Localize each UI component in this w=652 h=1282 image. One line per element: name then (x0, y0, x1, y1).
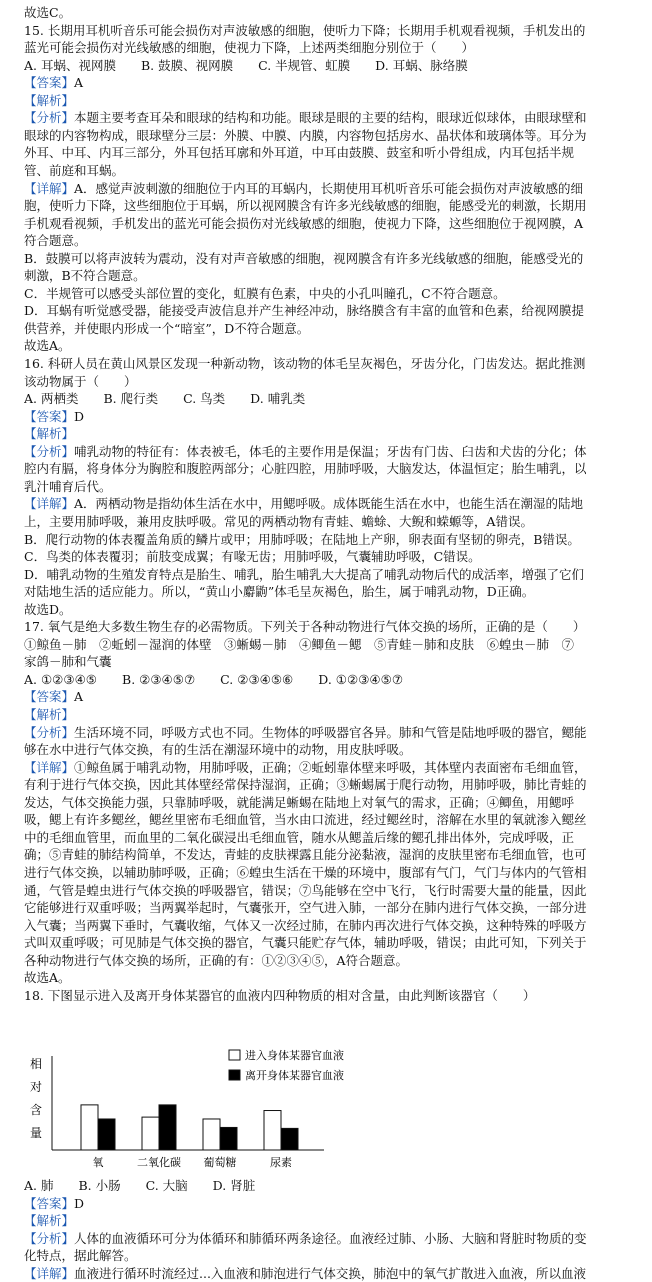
text-line: 故选C。 (24, 5, 72, 20)
text-line: 【详解】血液进行循环时流经过...入血液和肺泡进行气体交换，肺泡中的氧气扩散进入血液，所以血液 (24, 1265, 586, 1281)
x-tick-labels (93, 1155, 293, 1169)
bar-in-1 (142, 1117, 159, 1150)
bar-out-0 (98, 1119, 115, 1150)
legend-label-out: 离开身体某器官血液 (245, 1069, 344, 1082)
text-line: 【答案】D (24, 408, 85, 424)
text-line: 该动物属于（ ） (24, 373, 137, 389)
section-tag: 【详解】 (24, 1265, 75, 1281)
section-tag: 【分析】 (24, 1230, 75, 1246)
section-tag: 【分析】 (24, 443, 75, 459)
text-line (24, 92, 634, 109)
text-line: 腔内有膈，将身体分为胸腔和腹腔两部分；心脏四腔，用肺呼吸，大脑发达，体温恒定；胎生哺乳，以 (24, 461, 587, 477)
text-line: A. 两栖类 B. 爬行类 C. 鸟类 D. 哺乳类 (24, 391, 306, 407)
text-line: B．爬行动物的体表覆盖角质的鳞片或甲；用肺呼吸；在陆地上产卵，卵表面有坚韧的卵壳，B错误。 (24, 531, 580, 547)
section-tag: 【分析】 (24, 110, 75, 126)
x-tick-label: 二氧化碳 (137, 1156, 181, 1169)
text-line: 乳汁哺育后代。 (24, 478, 112, 494)
text-line: C．半规管可以感受头部位置的变化，虹膜有色素，中央的小孔叫瞳孔，C不符合题意。 (24, 285, 506, 301)
text-line: 发达，气体交换能力强，只靠肺呼吸，就能满足蜥蜴在陆地上对氧气的需求，正确；④鲫鱼，用鳃呼 (24, 794, 575, 810)
text-line: 【详解】A．两栖动物是指幼体生活在水中，用鳃呼吸。成体既能生活在水中，也能生活在潮湿的陆地 (24, 496, 584, 512)
text-line: D．哺乳动物的生殖发育特点是胎生、哺乳，胎生哺乳大大提高了哺乳动物后代的成活率，增强了它们 (24, 566, 585, 582)
text-line: 各种动物进行气体交换的场所，正确的有：①②③④⑤，A符合题意。 (24, 952, 409, 968)
bar-out-1 (159, 1105, 176, 1150)
section-tag: 【分析】 (24, 724, 75, 740)
bar-out-3 (281, 1128, 298, 1150)
text-line: 吸，鳃上有许多鳃丝，鳃丝里密布毛细血管，当水由口流进，经过鳃丝时，溶解在水里的氧就渗入鳃丝 (24, 812, 587, 828)
legend-swatch-out (229, 1070, 240, 1080)
text-line: 16. 科研人员在黄山风景区发现一种新动物，该动物的体毛呈灰褐色，牙齿分化，门齿发达。据此推测 (24, 356, 586, 371)
text-line: 供营养，并使眼内形成一个“暗室”，D不符合题意。 (24, 320, 310, 336)
text-line: 15. 长期用耳机听音乐可能会损伤对声波敏感的细胞，使听力下降；长期用手机观看视频，手机发出的 (24, 22, 586, 38)
bars-group (81, 1105, 298, 1150)
text-line: 通，气管是蝗虫进行气体交换的呼吸器官，错误；⑦鸟能够在空中飞行，飞行时需要大量的能量，因此 (24, 882, 587, 898)
text-line: 故选A。 (24, 970, 71, 986)
section-tag: 【答案】 (24, 689, 75, 705)
text-line (24, 425, 634, 442)
text-line: 入气囊；当两翼下垂时，气囊收缩，气体又一次经过肺，在肺内再次进行气体交换，这种特殊的呼吸方 (24, 917, 587, 933)
text-line: 确；⑤青蛙的肺结构简单，不发达，青蛙的皮肤裸露且能分泌黏液，湿润的皮肤里密布毛细血管，也可 (24, 847, 587, 863)
section-tag: 【解析】 (24, 92, 75, 108)
text-line: 故选A。 (24, 338, 71, 354)
text-line: 18. 下图显示进入及离开身体某器官的血液内四种物质的相对含量，由此判断该器官（ ） (24, 987, 536, 1003)
section-tag: 【详解】 (24, 180, 75, 196)
text-line: 够在水中进行气体交换，有的生活在潮湿环境中的动物，用皮肤呼吸。 (24, 742, 412, 758)
text-line: A. 耳蜗、视网膜 B. 鼓膜、视网膜 C. 半规管、虹膜 D. 耳蜗、脉络膜 (24, 57, 468, 73)
text-line: C．鸟类的体表覆羽；前肢变成翼；有喙无齿；用肺呼吸，气囊辅助呼吸，C错误。 (24, 549, 481, 565)
text-line: A. 肺 B. 小肠 C. 大脑 D. 肾脏 (24, 1178, 256, 1193)
text-line: 手机观看视频，手机发出的蓝光可能会损伤对光线敏感的细胞，使视力下降，这些细胞位于视网膜，A (24, 215, 584, 231)
legend-label-in: 进入身体某器官血液 (245, 1049, 344, 1062)
text-line: 上，主要用肺呼吸，兼用皮肤呼吸。常见的两栖动物有青蛙、蟾蜍、大鲵和蝾螈等，A错误。 (24, 513, 534, 529)
section-tag: 【答案】 (24, 1195, 75, 1211)
text-line: 有利于进行气体交换，因此其体壁经常保持湿润，正确；③蜥蜴属于爬行动物，用肺呼吸，肺比青蛙的 (24, 777, 587, 793)
bar-in-0 (81, 1105, 98, 1150)
bar-in-2 (203, 1119, 220, 1150)
legend-swatch-in (229, 1050, 240, 1060)
text-line: 化特点，据此解答。 (24, 1248, 137, 1264)
text-line: 进行气体交换，以辅助肺呼吸，正确；⑥蝗虫生活在干燥的环境中，腹部有气门，气门与体内的气管相 (24, 864, 587, 880)
y-axis-label-4: 量 (30, 1126, 43, 1140)
text-line: 胞，使听力下降，这些细胞位于耳蜗，所以视网膜含有许多光线敏感的细胞，能感受光的刺激，长期用 (24, 198, 587, 214)
section-tag: 【答案】 (24, 408, 75, 424)
section-tag: 【详解】 (24, 496, 75, 512)
text-line: 故选D。 (24, 601, 72, 617)
text-line: 【分析】人体的血液循环可分为体循环和肺循环两条途径。血液经过肺、小肠、大脑和肾脏时物质的变 (24, 1230, 587, 1246)
text-line: 【分析】本题主要考查耳朵和眼球的结构和功能。眼球是眼的主要的结构，眼球近似球体，由眼球壁和 (24, 110, 587, 126)
x-tick-label: 氧 (92, 1156, 104, 1169)
text-line (24, 706, 634, 723)
x-tick-label: 尿素 (270, 1156, 292, 1169)
bar-chart (24, 1038, 404, 1173)
text-line: 管、前庭和耳蜗。 (24, 162, 125, 178)
text-line: 【答案】A (24, 689, 84, 705)
text-line (24, 1212, 634, 1229)
y-axis-label-1: 相 (30, 1057, 43, 1071)
y-axis-label-2: 对 (30, 1080, 43, 1094)
text-line: ①鲸鱼－肺 ②蚯蚓－湿润的体壁 ③蜥蜴－肺 ④鲫鱼－鳃 ⑤青蛙－肺和皮肤 ⑥蝗虫－肺 ⑦ (24, 636, 575, 652)
bar-out-2 (220, 1127, 237, 1150)
text-line: 式叫双重呼吸；可见肺是气体交换的器官，气囊只能贮存气体，辅助呼吸，错误；由此可知，下列关于 (24, 935, 587, 951)
text-line: 它能够进行双重呼吸；当两翼举起时，气囊张开，空气进入肺，一部分在肺内进行气体交换，一部分进 (24, 900, 587, 916)
text-line: 蓝光可能会损伤对光线敏感的细胞，使视力下降，上述两类细胞分别位于（ ） (24, 40, 475, 56)
section-tag: 【答案】 (24, 75, 75, 91)
text-line: 外耳、中耳、内耳三部分，外耳包括耳廓和外耳道，中耳由鼓膜、鼓室和听小骨组成，内耳包括半规 (24, 145, 575, 161)
text-line: 17. 氧气是绝大多数生物生存的必需物质。下列关于各种动物进行气体交换的场所，正确的是（ ） (24, 619, 586, 635)
text-line: D．耳蜗有听觉感受器，能接受声波信息并产生神经冲动，脉络膜含有丰富的血管和色素，给视网膜提 (24, 303, 585, 319)
text-line: A. ①②③④⑤ B. ②③④⑤⑦ C. ②③④⑤⑥ D. ①②③④⑤⑦ (24, 671, 404, 687)
text-line: 对陆地生活的适应能力。所以，“黄山小麝鼩”体毛呈灰褐色，胎生，属于哺乳动物，D正确。 (24, 584, 535, 600)
text-line: B．鼓膜可以将声波转为震动，没有对声音敏感的细胞，视网膜含有许多光线敏感的细胞，能感受光的 (24, 250, 584, 266)
bar-in-3 (264, 1111, 281, 1150)
text-line: 【详解】①鲸鱼属于哺乳动物，用肺呼吸，正确；②蚯蚓靠体壁来呼吸，其体壁内表面密布毛细血管， (24, 759, 587, 775)
text-line: 【详解】A．感觉声波刺激的细胞位于内耳的耳蜗内，长期使用耳机听音乐可能会损伤对声波敏感的细 (24, 180, 584, 196)
x-tick-label: 葡萄糖 (203, 1156, 237, 1169)
text-line: 刺激，B不符合题意。 (24, 268, 146, 284)
text-line: 【分析】生活环境不同，呼吸方式也不同。生物体的呼吸器官各异。肺和气管是陆地呼吸的器官，鳃能 (24, 724, 587, 740)
y-axis-label-3: 含 (30, 1103, 43, 1117)
section-tag: 【解析】 (24, 1213, 75, 1229)
text-line: 【答案】A (24, 75, 84, 91)
text-line: 符合题意。 (24, 233, 87, 249)
text-line: 【答案】D (24, 1195, 85, 1211)
text-line: 家鸽－肺和气囊 (24, 654, 112, 670)
text-line: 【分析】哺乳动物的特征有：体表被毛，体毛的主要作用是保温；牙齿有门齿、臼齿和犬齿的分化；体 (24, 443, 587, 459)
text-line: 中的毛细血管里，而血里的二氧化碳浸出毛细血管，随水从鳃盖后缘的鳃孔排出体外，完成呼吸，正 (24, 829, 575, 845)
section-tag: 【解析】 (24, 707, 75, 722)
section-tag: 【解析】 (24, 426, 75, 442)
section-tag: 【详解】 (24, 759, 75, 775)
text-line: 眼球的内容物构成，眼球壁分三层：外膜、中膜、内膜，内容物包括房水、晶状体和玻璃体等。耳分为 (24, 127, 587, 143)
